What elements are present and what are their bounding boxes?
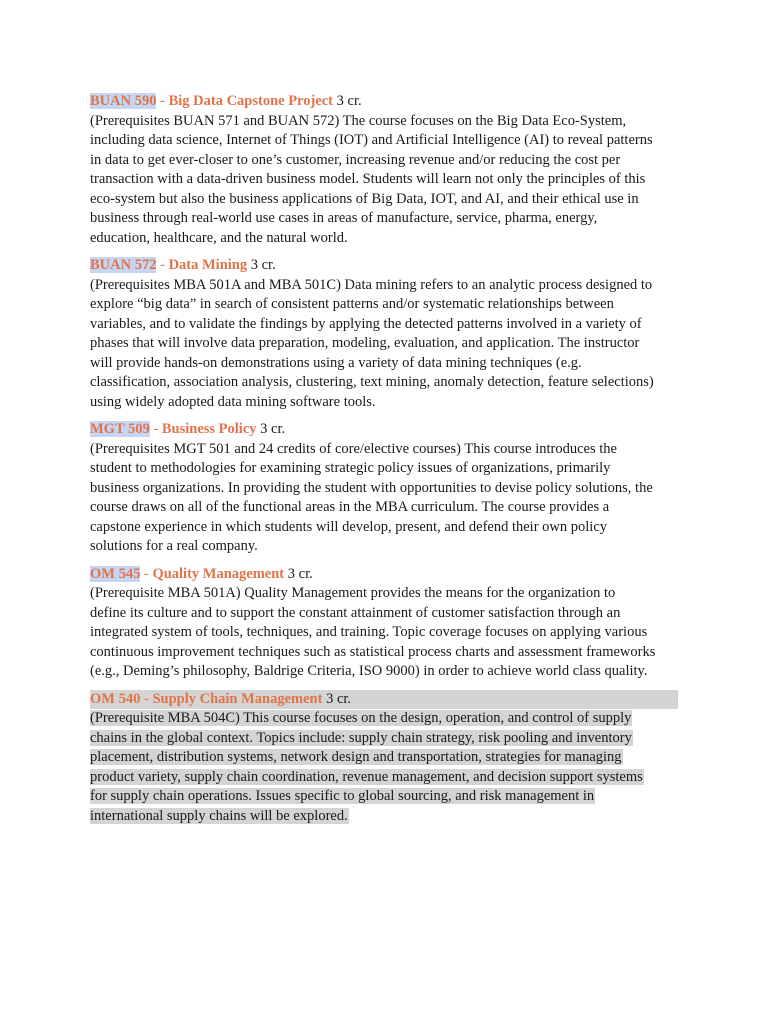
course-list xyxy=(90,92,690,834)
course-om-540 xyxy=(90,690,690,827)
description-line xyxy=(90,768,690,788)
description-line xyxy=(90,787,690,807)
description-line-text: product variety, supply chain coordination, revenue management, and decision support systems xyxy=(90,768,643,785)
course-heading xyxy=(90,92,690,112)
description-line: transaction with a data-driven business model. Students will learn not only the principles of this xyxy=(90,171,646,187)
course-code: BUAN 590 xyxy=(90,93,157,109)
course-buan-590 xyxy=(90,92,690,248)
course-credits: 3 cr. xyxy=(333,93,362,109)
description-line xyxy=(90,748,690,768)
course-name: Business Policy xyxy=(161,421,257,437)
course-description xyxy=(90,584,690,682)
course-credits: 3 cr. xyxy=(284,565,313,582)
course-heading xyxy=(90,256,690,276)
description-line: course draws on all of the functional areas in the MBA curriculum. The course provides a xyxy=(90,499,610,515)
description-line: classification, association analysis, clustering, text mining, anomaly detection, feature selections) xyxy=(90,374,654,390)
description-line: using widely adopted data mining software tools. xyxy=(90,393,376,410)
description-line xyxy=(90,709,690,729)
course-code: OM 540 xyxy=(90,690,141,707)
description-line: solutions for a real company. xyxy=(90,538,258,554)
description-line: eco-system but also the business applications of Big Data, IOT, and AI, and their ethical use in xyxy=(90,190,639,207)
course-separator: - xyxy=(156,93,169,109)
course-description xyxy=(90,112,690,249)
description-line: business through real-world use cases in areas of manufacture, service, pharma, energy, xyxy=(90,210,598,226)
description-line: define its culture and to support the constant attainment of customer satisfaction through an xyxy=(90,604,621,621)
course-credits: 3 cr. xyxy=(247,257,276,273)
course-code: BUAN 572 xyxy=(90,257,157,273)
course-mgt-509 xyxy=(90,420,690,557)
description-line: (Prerequisite MBA 501A) Quality Management provides the means for the organization to xyxy=(90,585,616,601)
description-line: business organizations. In providing the student with opportunities to devise policy solutions, the xyxy=(90,479,653,496)
description-line: including data science, Internet of Things (IOT) and Artificial Intelligence (AI) to reveal patterns xyxy=(90,132,653,148)
description-line: student to methodologies for examining strategic policy issues of organizations, primarily xyxy=(90,460,611,476)
course-code: MGT 509 xyxy=(90,421,150,437)
course-buan-572 xyxy=(90,256,690,412)
description-line: capstone experience in which students will develop, present, and defend their own policy xyxy=(90,518,608,535)
description-line xyxy=(90,729,690,749)
description-line: (Prerequisites MGT 501 and 24 credits of core/elective courses) This course introduces the xyxy=(90,440,617,457)
description-line xyxy=(90,807,690,827)
course-separator: - xyxy=(140,565,153,582)
description-line: phases that will involve data preparation, modeling, evaluation, and application. The instructor xyxy=(90,335,640,351)
course-description xyxy=(90,276,690,413)
course-heading xyxy=(90,690,678,710)
course-name: Quality Management xyxy=(152,565,285,582)
course-separator: - xyxy=(140,690,153,707)
description-line-text: placement, distribution systems, network design and transportation, strategies for managing xyxy=(90,749,622,765)
description-line-text: for supply chain operations. Issues specific to global sourcing, and risk management in xyxy=(90,788,595,804)
course-name: Big Data Capstone Project xyxy=(168,93,334,109)
description-line-text: (Prerequisite MBA 504C) This course focuses on the design, operation, and control of supply xyxy=(90,710,632,726)
course-name: Supply Chain Management xyxy=(152,690,323,707)
description-line: variables, and to validate the findings by applying the detected patterns involved in a variety of xyxy=(90,315,642,332)
course-om-545 xyxy=(90,565,690,682)
course-description xyxy=(90,440,690,557)
description-line: continuous improvement techniques such as statistical process charts and assessment frameworks xyxy=(90,643,656,660)
course-name: Data Mining xyxy=(168,257,248,273)
course-separator: - xyxy=(149,421,162,437)
course-code: OM 545 xyxy=(90,565,141,582)
description-line: integrated system of tools, techniques, and training. Topic coverage focuses on applying various xyxy=(90,624,648,640)
description-line-text: chains in the global context. Topics include: supply chain strategy, risk pooling and inventory xyxy=(90,729,632,746)
course-credits: 3 cr. xyxy=(322,690,352,707)
description-line: explore “big data” in search of consistent patterns and/or systematic relationships between xyxy=(90,296,614,312)
course-credits: 3 cr. xyxy=(256,421,286,437)
description-line: (Prerequisites BUAN 571 and BUAN 572) The course focuses on the Big Data Eco-System, xyxy=(90,112,627,129)
course-heading xyxy=(90,420,690,440)
description-line: will provide hands-on demonstrations using a variety of data mining techniques (e.g. xyxy=(90,354,582,371)
description-line: education, healthcare, and the natural world. xyxy=(90,229,348,246)
course-heading xyxy=(90,565,690,585)
description-line: (e.g., Deming’s philosophy, Baldrige Criteria, ISO 9000) in order to achieve world class quality. xyxy=(90,663,648,679)
description-line-text: international supply chains will be explored. xyxy=(90,807,348,824)
description-line: (Prerequisites MBA 501A and MBA 501C) Data mining refers to an analytic process designed to xyxy=(90,276,653,293)
course-separator: - xyxy=(156,257,169,273)
description-line: in data to get ever-closer to one’s customer, increasing revenue and/or reducing the cost per xyxy=(90,151,621,168)
course-description xyxy=(90,709,690,826)
